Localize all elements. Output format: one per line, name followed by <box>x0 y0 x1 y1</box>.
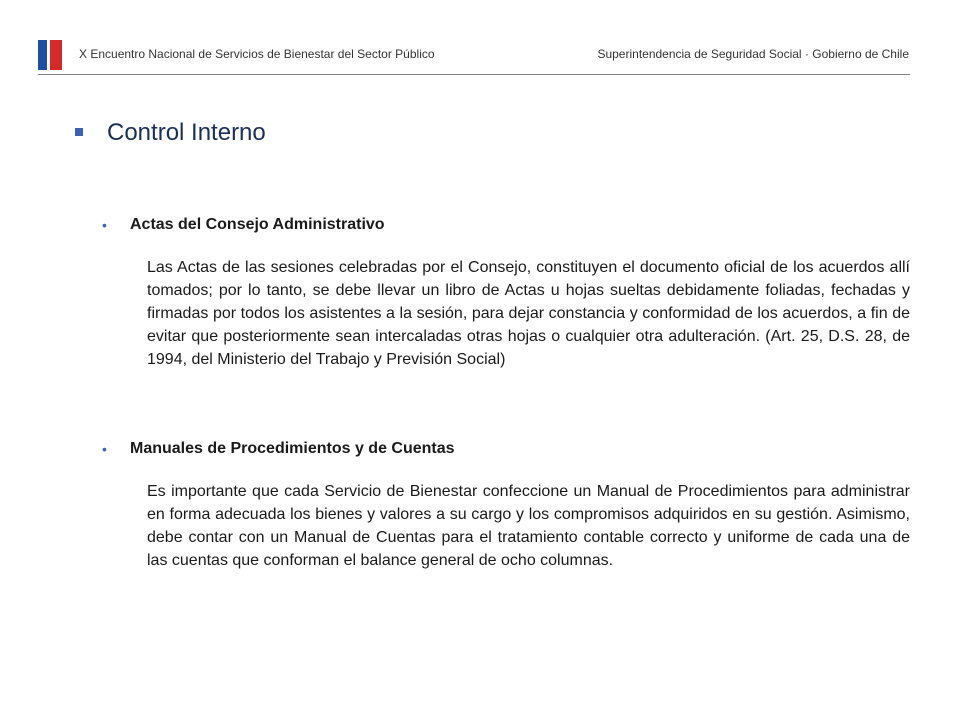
section-heading-text: Actas del Consejo Administrativo <box>130 216 385 233</box>
section-actas <box>100 214 910 371</box>
section-heading <box>100 214 910 236</box>
square-bullet-icon <box>75 128 83 136</box>
round-bullet-icon: • <box>102 441 107 457</box>
section-manuales <box>100 438 910 572</box>
section-body: Es importante que cada Servicio de Bienestar confeccione un Manual de Procedimientos para administrar en forma adecuada los bienes y valores a su cargo y los compromisos adquiridos en su gestión. Asimismo, debe contar con un Manual de Cuentas para el tratamiento contable correcto y uniforme de cada una de las cuentas que conforman el balance general de ocho columnas. <box>147 483 910 569</box>
section-heading-text: Manuales de Procedimientos y de Cuentas <box>130 440 455 457</box>
government-logo <box>38 40 62 70</box>
logo-blue-band <box>38 40 47 70</box>
section-heading <box>100 438 910 460</box>
event-name: X Encuentro Nacional de Servicios de Bienestar del Sector Público <box>79 47 435 61</box>
round-bullet-icon: • <box>102 217 107 233</box>
institution-name: Superintendencia de Seguridad Social · Gobierno de Chile <box>597 47 909 61</box>
section-body: Las Actas de las sesiones celebradas por el Consejo, constituyen el documento oficial de los acuerdos allí tomados; por lo tanto, se debe llevar un libro de Actas u hojas sueltas debidamente foliadas, fechadas y firmadas por todos los asistentes a la sesión, para dejar constancia y conformidad de los acuerdos, a fin de evitar que posteriormente sean intercaladas otras hojas o cualquier otra adulteración. (Art. 25, D.S. 28, de 1994, del Ministerio del Trabajo y Previsión Social) <box>147 259 910 368</box>
slide-title: Control Interno <box>107 119 266 146</box>
logo-white-stripe <box>47 40 50 70</box>
header-divider <box>38 74 910 75</box>
